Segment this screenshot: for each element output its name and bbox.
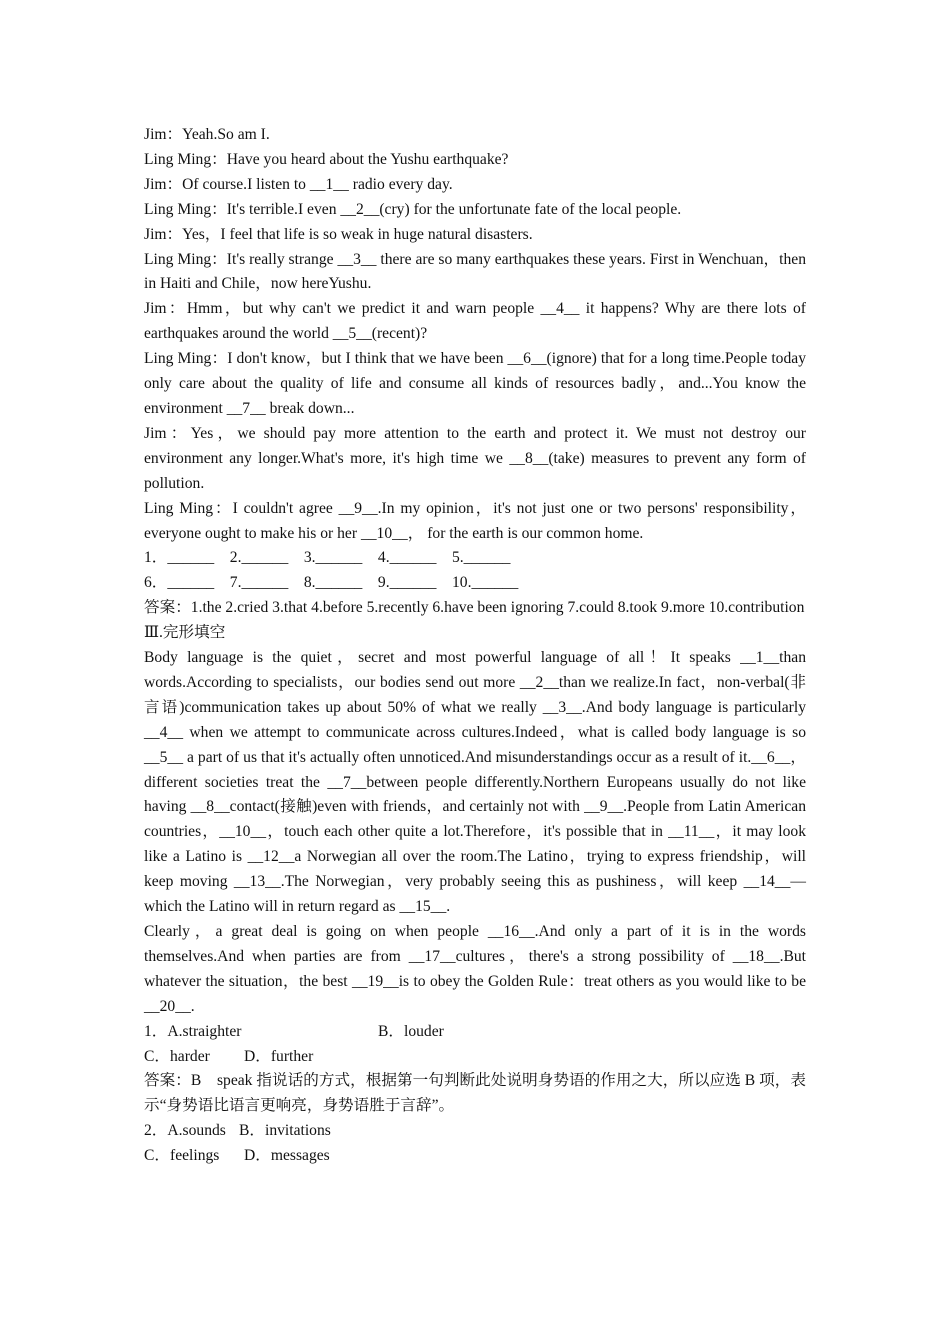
cloze-passage-paragraph-1: Body language is the quiet，secret and most powerful language of all！It speaks __1__than words.According to specialists，our bodies send out more __2__than we realize.In fact，non-verbal(非言语)communication takes up about 50% of what we really __3__.And body language is particularly __4__ when we attempt to communicate across cultures.Indeed，what is called body language is so __5__ a part of us that it's actually often unnoticed.And misunderstandings occur as a result of it.__6__，different societies treat the __7__between people differently.Northern Europeans usually do not like having __8__contact(接触)even with friends，and certainly not with __9__.People from Latin American countries，__10__，touch each other quite a lot.Therefore，it's possible that in __11__，it may look like a Latino is __12__a Norwegian all over the room.The Latino，trying to express friendship，will keep moving __13__.The Norwegian，very probably seeing this as pushiness，will keep __14__—which the Latino will in return regard as __15__. <box>144 649 806 916</box>
option-a: 2．A.sounds <box>144 1122 226 1140</box>
option-d: D．messages <box>244 1147 330 1165</box>
question-2-options-row-1 <box>144 1119 806 1144</box>
option-a: 1．A.straighter <box>144 1022 242 1040</box>
option-c: C．harder <box>144 1047 210 1065</box>
question-1-options-row-2 <box>144 1045 806 1070</box>
answer-blanks-row: 1．______ 2.______ 3.______ 4.______ 5.______ <box>144 549 511 567</box>
dialogue-line: Ling Ming：It's really strange __3__ there are so many earthquakes these years. First in Wenchuan，then in Haiti and Chile，now hereYushu. <box>144 250 806 293</box>
dialogue-line: Ling Ming：I don't know，but I think that we have been __6__(ignore) that for a long time.People today only care about the quality of life and consume all kinds of resources badly，and...You know the environment __7__ break down... <box>144 350 806 417</box>
option-b: B．invitations <box>239 1122 331 1140</box>
option-b: B．louder <box>378 1022 444 1040</box>
dialogue-line: Jim：Hmm，but why can't we predict it and warn people __4__ it happens? Why are there lots of earthquakes around the world __5__(recent)? <box>144 300 806 343</box>
question-1-answer: 答案：B speak 指说话的方式，根据第一句判断此处说明身势语的作用之大，所以应选 B 项，表示“身势语比语言更响亮，身势语胜于言辞”。 <box>144 1072 806 1115</box>
section-heading-cloze: Ⅲ.完形填空 <box>144 624 226 642</box>
dialogue-line: Jim：Yeah.So am I. <box>144 126 270 143</box>
dialogue-line: Ling Ming：It's terrible.I even __2__(cry) for the unfortunate fate of the local people. <box>144 200 682 218</box>
dialogue-line: Jim：Of course.I listen to __1__ radio every day. <box>144 175 453 193</box>
answer-key-section-2: 答案：1.the 2.cried 3.that 4.before 5.recently 6.have been ignoring 7.could 8.took 9.more 10.contribution <box>144 599 805 617</box>
question-1-options-row-1 <box>144 1020 806 1045</box>
option-d: D．further <box>244 1047 314 1065</box>
dialogue-line: Jim：Yes，we should pay more attention to the earth and protect it. We must not destroy our environment any longer.What's more, it's high time we __8__(take) measures to prevent any form of pollution. <box>144 424 806 492</box>
option-c: C．feelings <box>144 1147 220 1165</box>
dialogue-line: Jim：Yes，I feel that life is so weak in huge natural disasters. <box>144 225 533 243</box>
dialogue-line: Ling Ming：Have you heard about the Yushu earthquake? <box>144 150 509 168</box>
question-2-options-row-2 <box>144 1144 806 1169</box>
answer-blanks-row: 6．______ 7.______ 8.______ 9.______ 10.______ <box>144 574 519 592</box>
dialogue-line: Ling Ming：I couldn't agree __9__.In my opinion，it's not just one or two persons' responsibility，everyone ought to make his or her __10__， for the earth is our common home. <box>144 499 806 542</box>
cloze-passage-paragraph-2: Clearly，a great deal is going on when people __16__.And only a part of it is in the words themselves.And when parties are from __17__cultures，there's a strong possibility of __18__.But whatever the situation，the best __19__is to obey the Golden Rule：treat others as you would like to be __20__. <box>144 923 806 1015</box>
document-body <box>144 123 806 1169</box>
